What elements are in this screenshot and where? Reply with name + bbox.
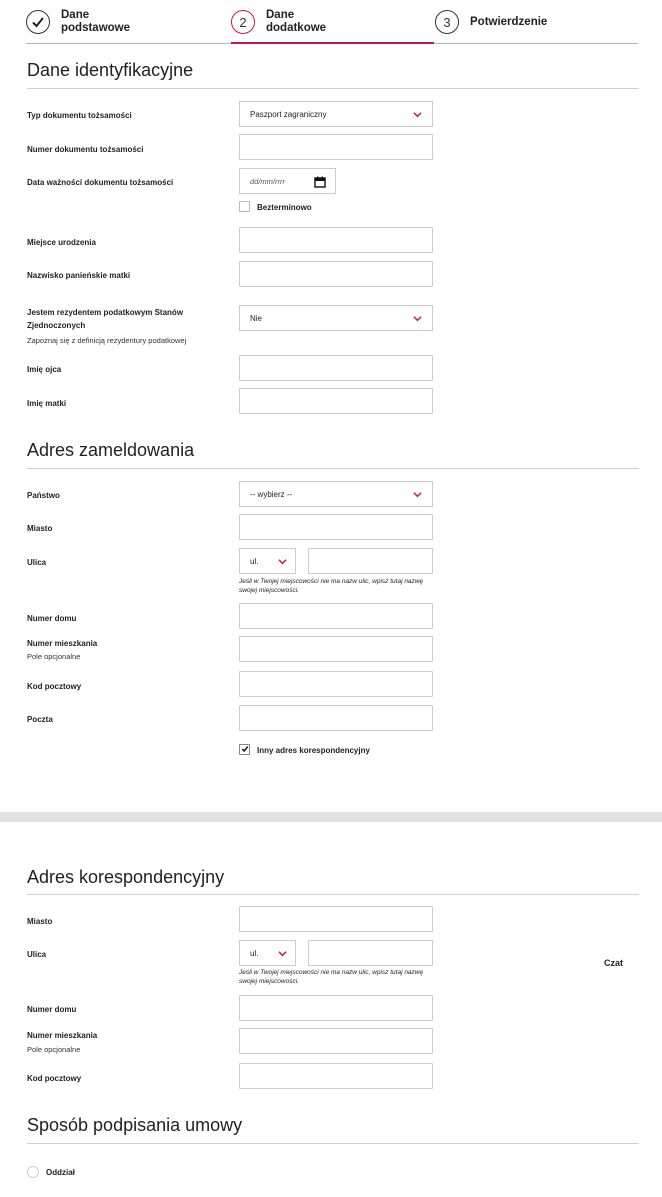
doc-number-input[interactable] — [239, 134, 433, 160]
house-number-label: Numer domu — [27, 614, 77, 623]
birthplace-label: Miejsce urodzenia — [27, 238, 96, 247]
us-tax-label: Jestem rezydentem podatkowym Stanów Zjednoczonych — [27, 308, 184, 330]
indefinite-label: Bezterminowo — [257, 203, 312, 212]
indefinite-checkbox[interactable] — [239, 201, 250, 212]
checkmark-icon — [241, 745, 249, 753]
mother-name-input[interactable] — [239, 388, 433, 414]
section-divider — [27, 468, 639, 469]
identity-section-title: Dane identyfikacyjne — [27, 60, 194, 80]
corr-street-input[interactable] — [308, 940, 433, 966]
birthplace-input[interactable] — [239, 227, 433, 253]
step-3-label: Potwierdzenie — [470, 15, 548, 28]
page-break-band — [0, 812, 662, 822]
step-3-number: 3 — [435, 10, 459, 34]
check-icon — [26, 10, 50, 34]
doc-expiry-label: Data ważności dokumentu tożsamości — [27, 178, 174, 187]
other-address-checkbox[interactable] — [239, 744, 250, 755]
city-input[interactable] — [239, 514, 433, 540]
apartment-label: Numer mieszkania — [27, 639, 98, 648]
corr-apartment-optional-note: Pole opcjonalne — [27, 1045, 81, 1054]
step-3[interactable] — [435, 2, 548, 42]
street-hint: Jeśli w Twojej miejscowości nie ma nazw ulic, wpisz tutaj nazwę swojej miejscowości. — [239, 578, 424, 594]
country-select[interactable] — [239, 481, 433, 507]
postal-code-label: Kod pocztowy — [27, 682, 82, 691]
us-tax-definition-link[interactable]: Zapoznaj się z definicją rezydentury podatkowej — [27, 336, 187, 345]
mother-maiden-label: Nazwisko panieńskie matki — [27, 271, 131, 280]
step-1-label: Dane podstawowe — [61, 9, 131, 34]
country-label: Państwo — [27, 491, 60, 500]
chevron-down-icon — [413, 314, 422, 323]
signing-section-title: Sposób podpisania umowy — [27, 1115, 243, 1135]
step-2-label: Dane dodatkowe — [266, 9, 327, 34]
corr-city-input[interactable] — [239, 906, 433, 932]
step-2[interactable] — [231, 2, 327, 42]
section-divider — [27, 1143, 639, 1144]
branch-radio[interactable] — [27, 1166, 39, 1178]
apartment-optional-note: Pole opcjonalne — [27, 652, 81, 661]
corr-apartment-label: Numer mieszkania — [27, 1031, 98, 1040]
doc-type-value: Paszport zagraniczny — [250, 109, 327, 119]
corr-house-number-label: Numer domu — [27, 1005, 77, 1014]
corr-postal-code-input[interactable] — [239, 1063, 433, 1089]
us-tax-value: Nie — [250, 313, 263, 323]
street-prefix-select[interactable] — [239, 548, 296, 574]
apartment-input[interactable] — [239, 636, 433, 662]
street-prefix-value: ul. — [250, 556, 259, 566]
chevron-down-icon — [278, 949, 287, 958]
doc-type-select[interactable] — [239, 101, 433, 127]
chevron-down-icon — [413, 110, 422, 119]
corr-house-number-input[interactable] — [239, 995, 433, 1021]
registration-section-title: Adres zameldowania — [27, 440, 195, 460]
corr-apartment-input[interactable] — [239, 1028, 433, 1054]
corr-street-prefix-select[interactable] — [239, 940, 296, 966]
section-divider — [27, 894, 639, 895]
branch-radio-label: Oddział — [46, 1168, 75, 1177]
chevron-down-icon — [413, 490, 422, 499]
corr-street-label: Ulica — [27, 950, 47, 959]
us-tax-select[interactable] — [239, 305, 433, 331]
active-step-indicator — [231, 42, 434, 44]
mother-name-label: Imię matki — [27, 399, 67, 408]
other-address-label: Inny adres korespondencyjny — [257, 746, 370, 755]
father-name-label: Imię ojca — [27, 365, 62, 374]
street-label: Ulica — [27, 558, 47, 567]
doc-expiry-date-input[interactable] — [239, 168, 336, 194]
step-1[interactable] — [26, 2, 131, 42]
post-office-input[interactable] — [239, 705, 433, 731]
step-2-number: 2 — [231, 10, 255, 34]
corr-city-label: Miasto — [27, 917, 53, 926]
calendar-icon[interactable] — [314, 176, 326, 188]
corr-street-hint: Jeśli w Twojej miejscowości nie ma nazw ulic, wpisz tutaj nazwę swojej miejscowości. — [239, 969, 424, 985]
correspondence-section-title: Adres korespondencyjny — [27, 867, 225, 887]
city-label: Miasto — [27, 524, 53, 533]
street-input[interactable] — [308, 548, 433, 574]
postal-code-input[interactable] — [239, 671, 433, 697]
chat-button[interactable]: Czat — [604, 958, 624, 968]
country-value: -- wybierz -- — [250, 489, 293, 499]
chevron-down-icon — [278, 557, 287, 566]
section-divider — [27, 88, 639, 89]
father-name-input[interactable] — [239, 355, 433, 381]
post-office-label: Poczta — [27, 715, 53, 724]
doc-number-label: Numer dokumentu tożsamości — [27, 145, 144, 154]
corr-postal-code-label: Kod pocztowy — [27, 1074, 82, 1083]
mother-maiden-input[interactable] — [239, 261, 433, 287]
corr-street-prefix-value: ul. — [250, 948, 259, 958]
date-placeholder: dd/mm/rrrr — [250, 176, 285, 186]
doc-type-label: Typ dokumentu tożsamości — [27, 111, 132, 120]
house-number-input[interactable] — [239, 603, 433, 629]
stepper — [26, 0, 638, 44]
